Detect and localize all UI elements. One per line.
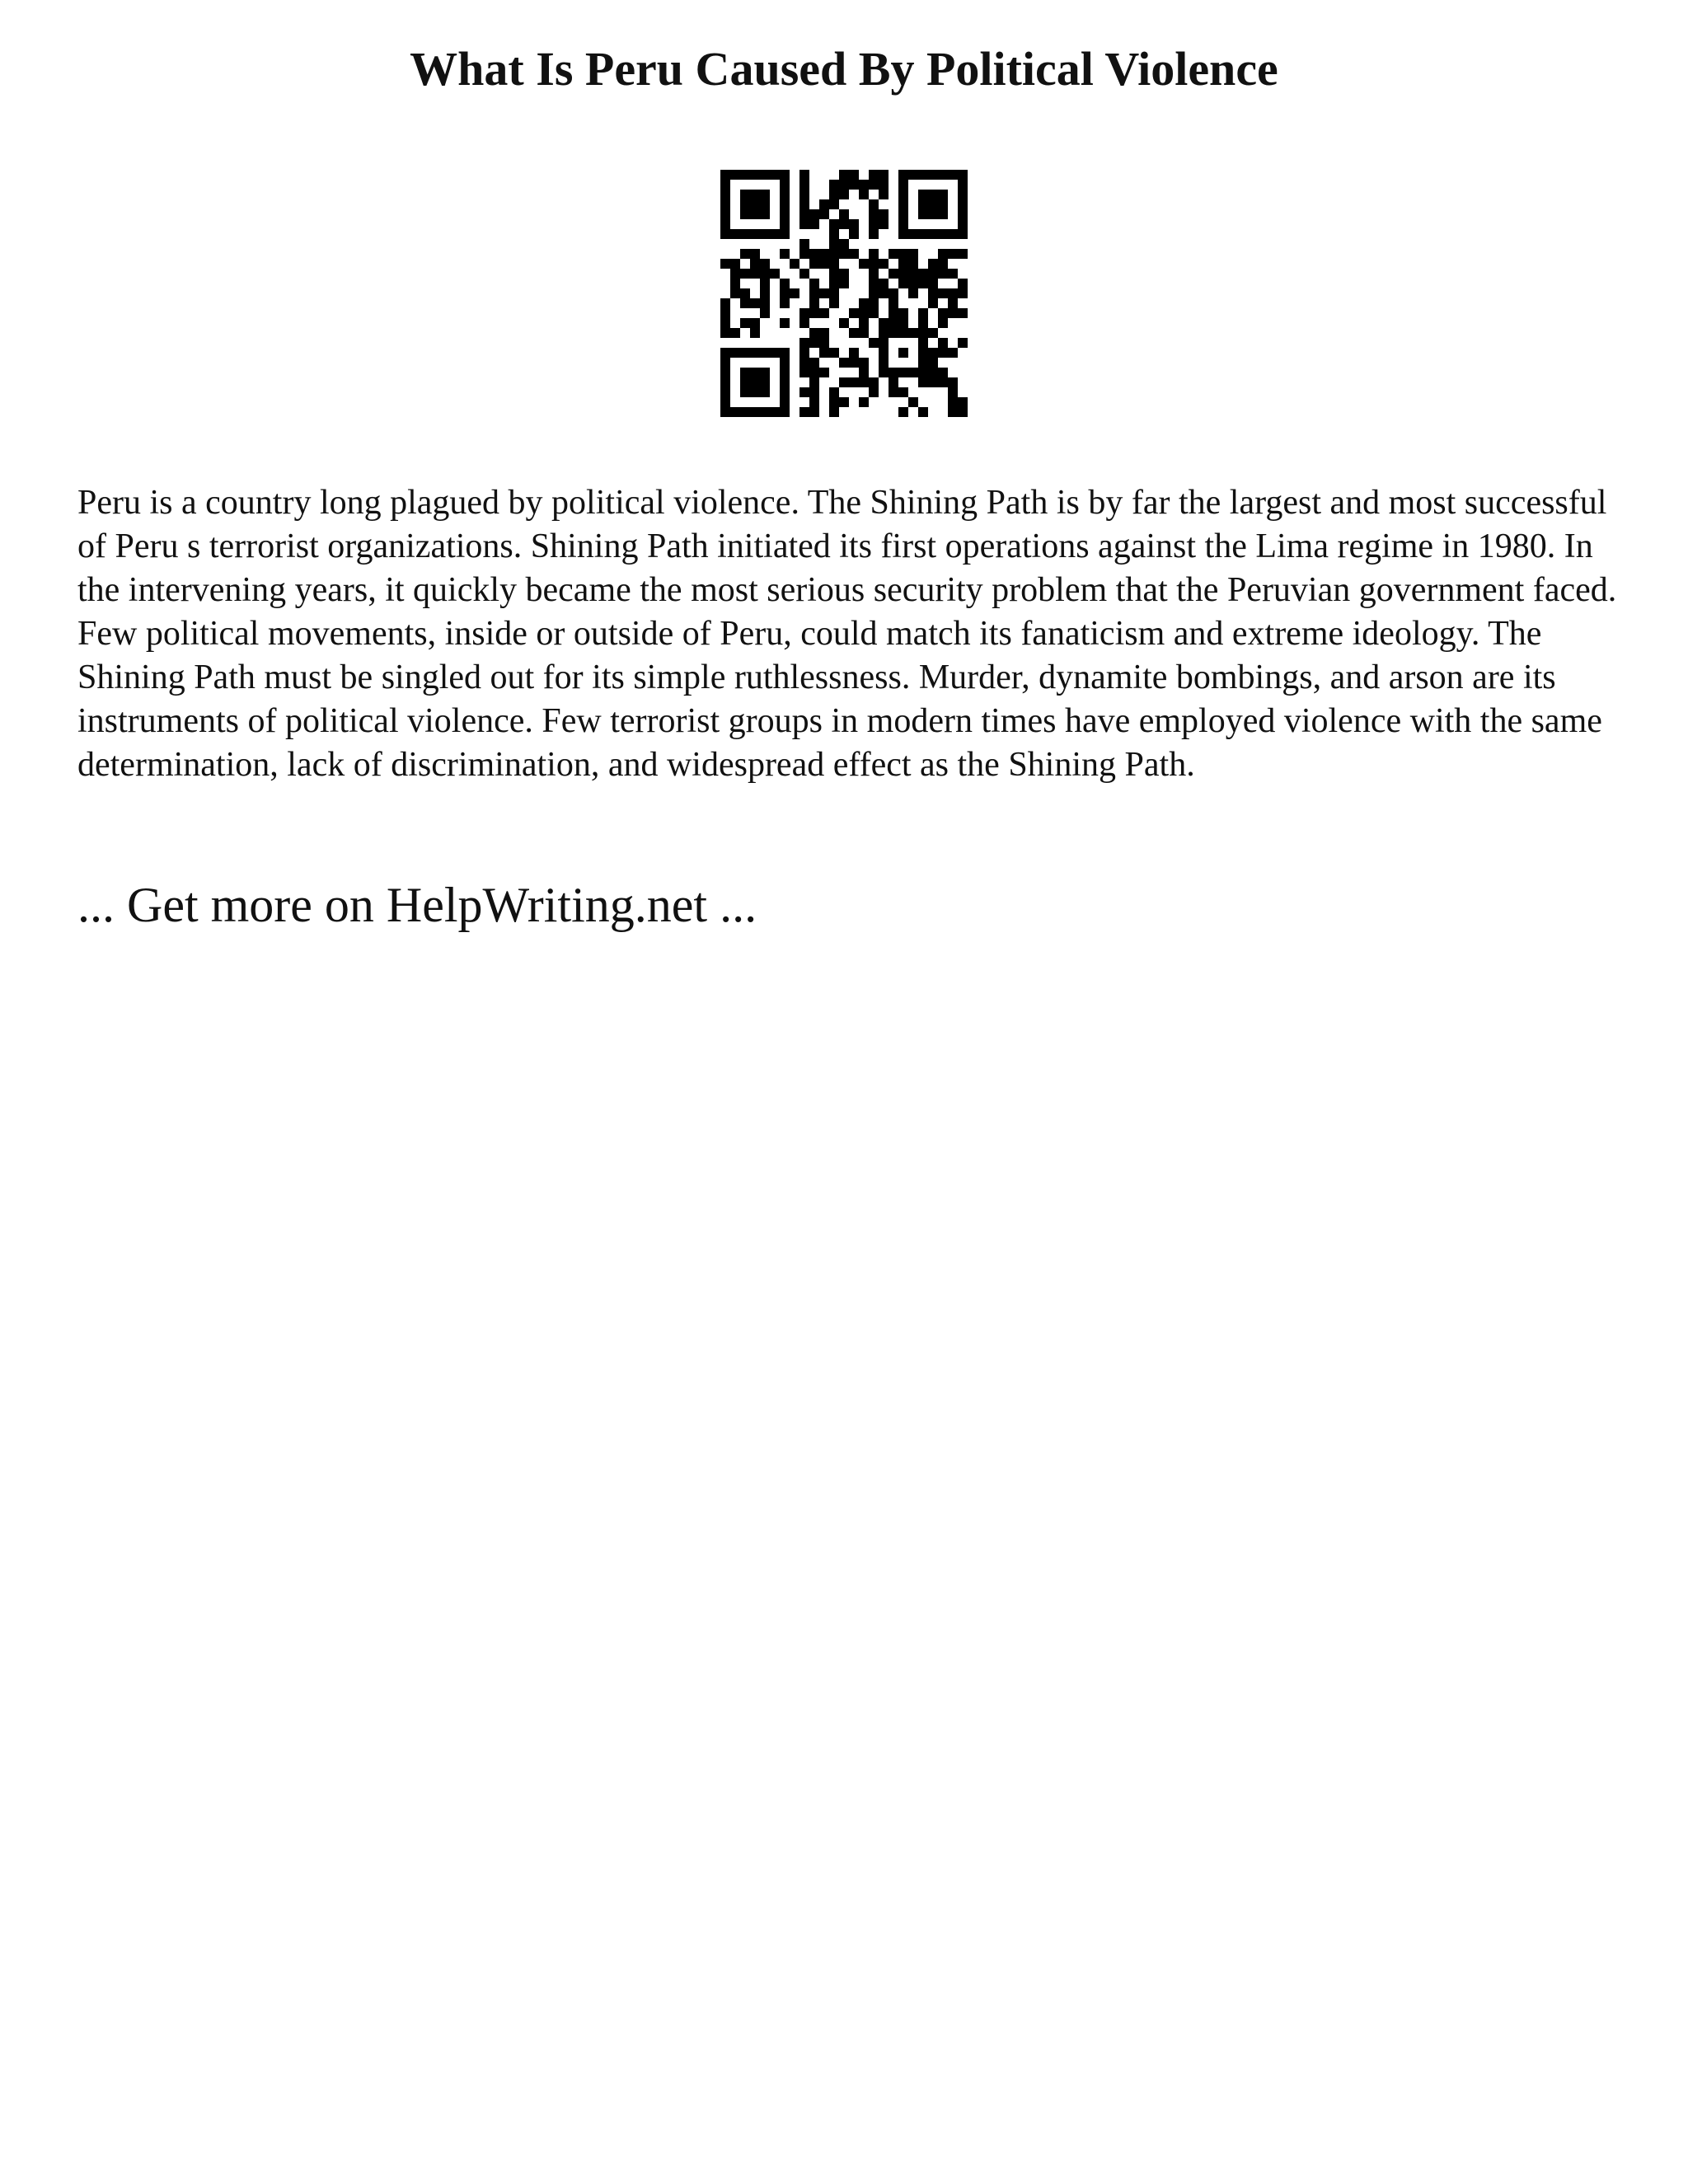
essay-paragraph: Peru is a country long plagued by political violence. The Shining Path is by far the largest and most successful of Peru s terrorist organizations. Shining Path initiated its first operations against the Lima regime in 1980. In the intervening years, it quickly became the most serious security problem that the Peruvian government faced. Few political movements, inside or outside of Peru, could match its fanaticism and extreme ideology. The Shining Path must be singled out for its simple ruthlessness. Murder, dynamite bombings, and arson are its instruments of political violence. Few terrorist groups in modern times have employed violence with the same determination, lack of discrimination, and widespread effect as the Shining Path. <box>77 484 1617 784</box>
qr-code-icon <box>720 170 968 417</box>
get-more-link[interactable]: ... Get more on HelpWriting.net ... <box>77 878 757 932</box>
page-title: What Is Peru Caused By Political Violence <box>410 42 1278 96</box>
